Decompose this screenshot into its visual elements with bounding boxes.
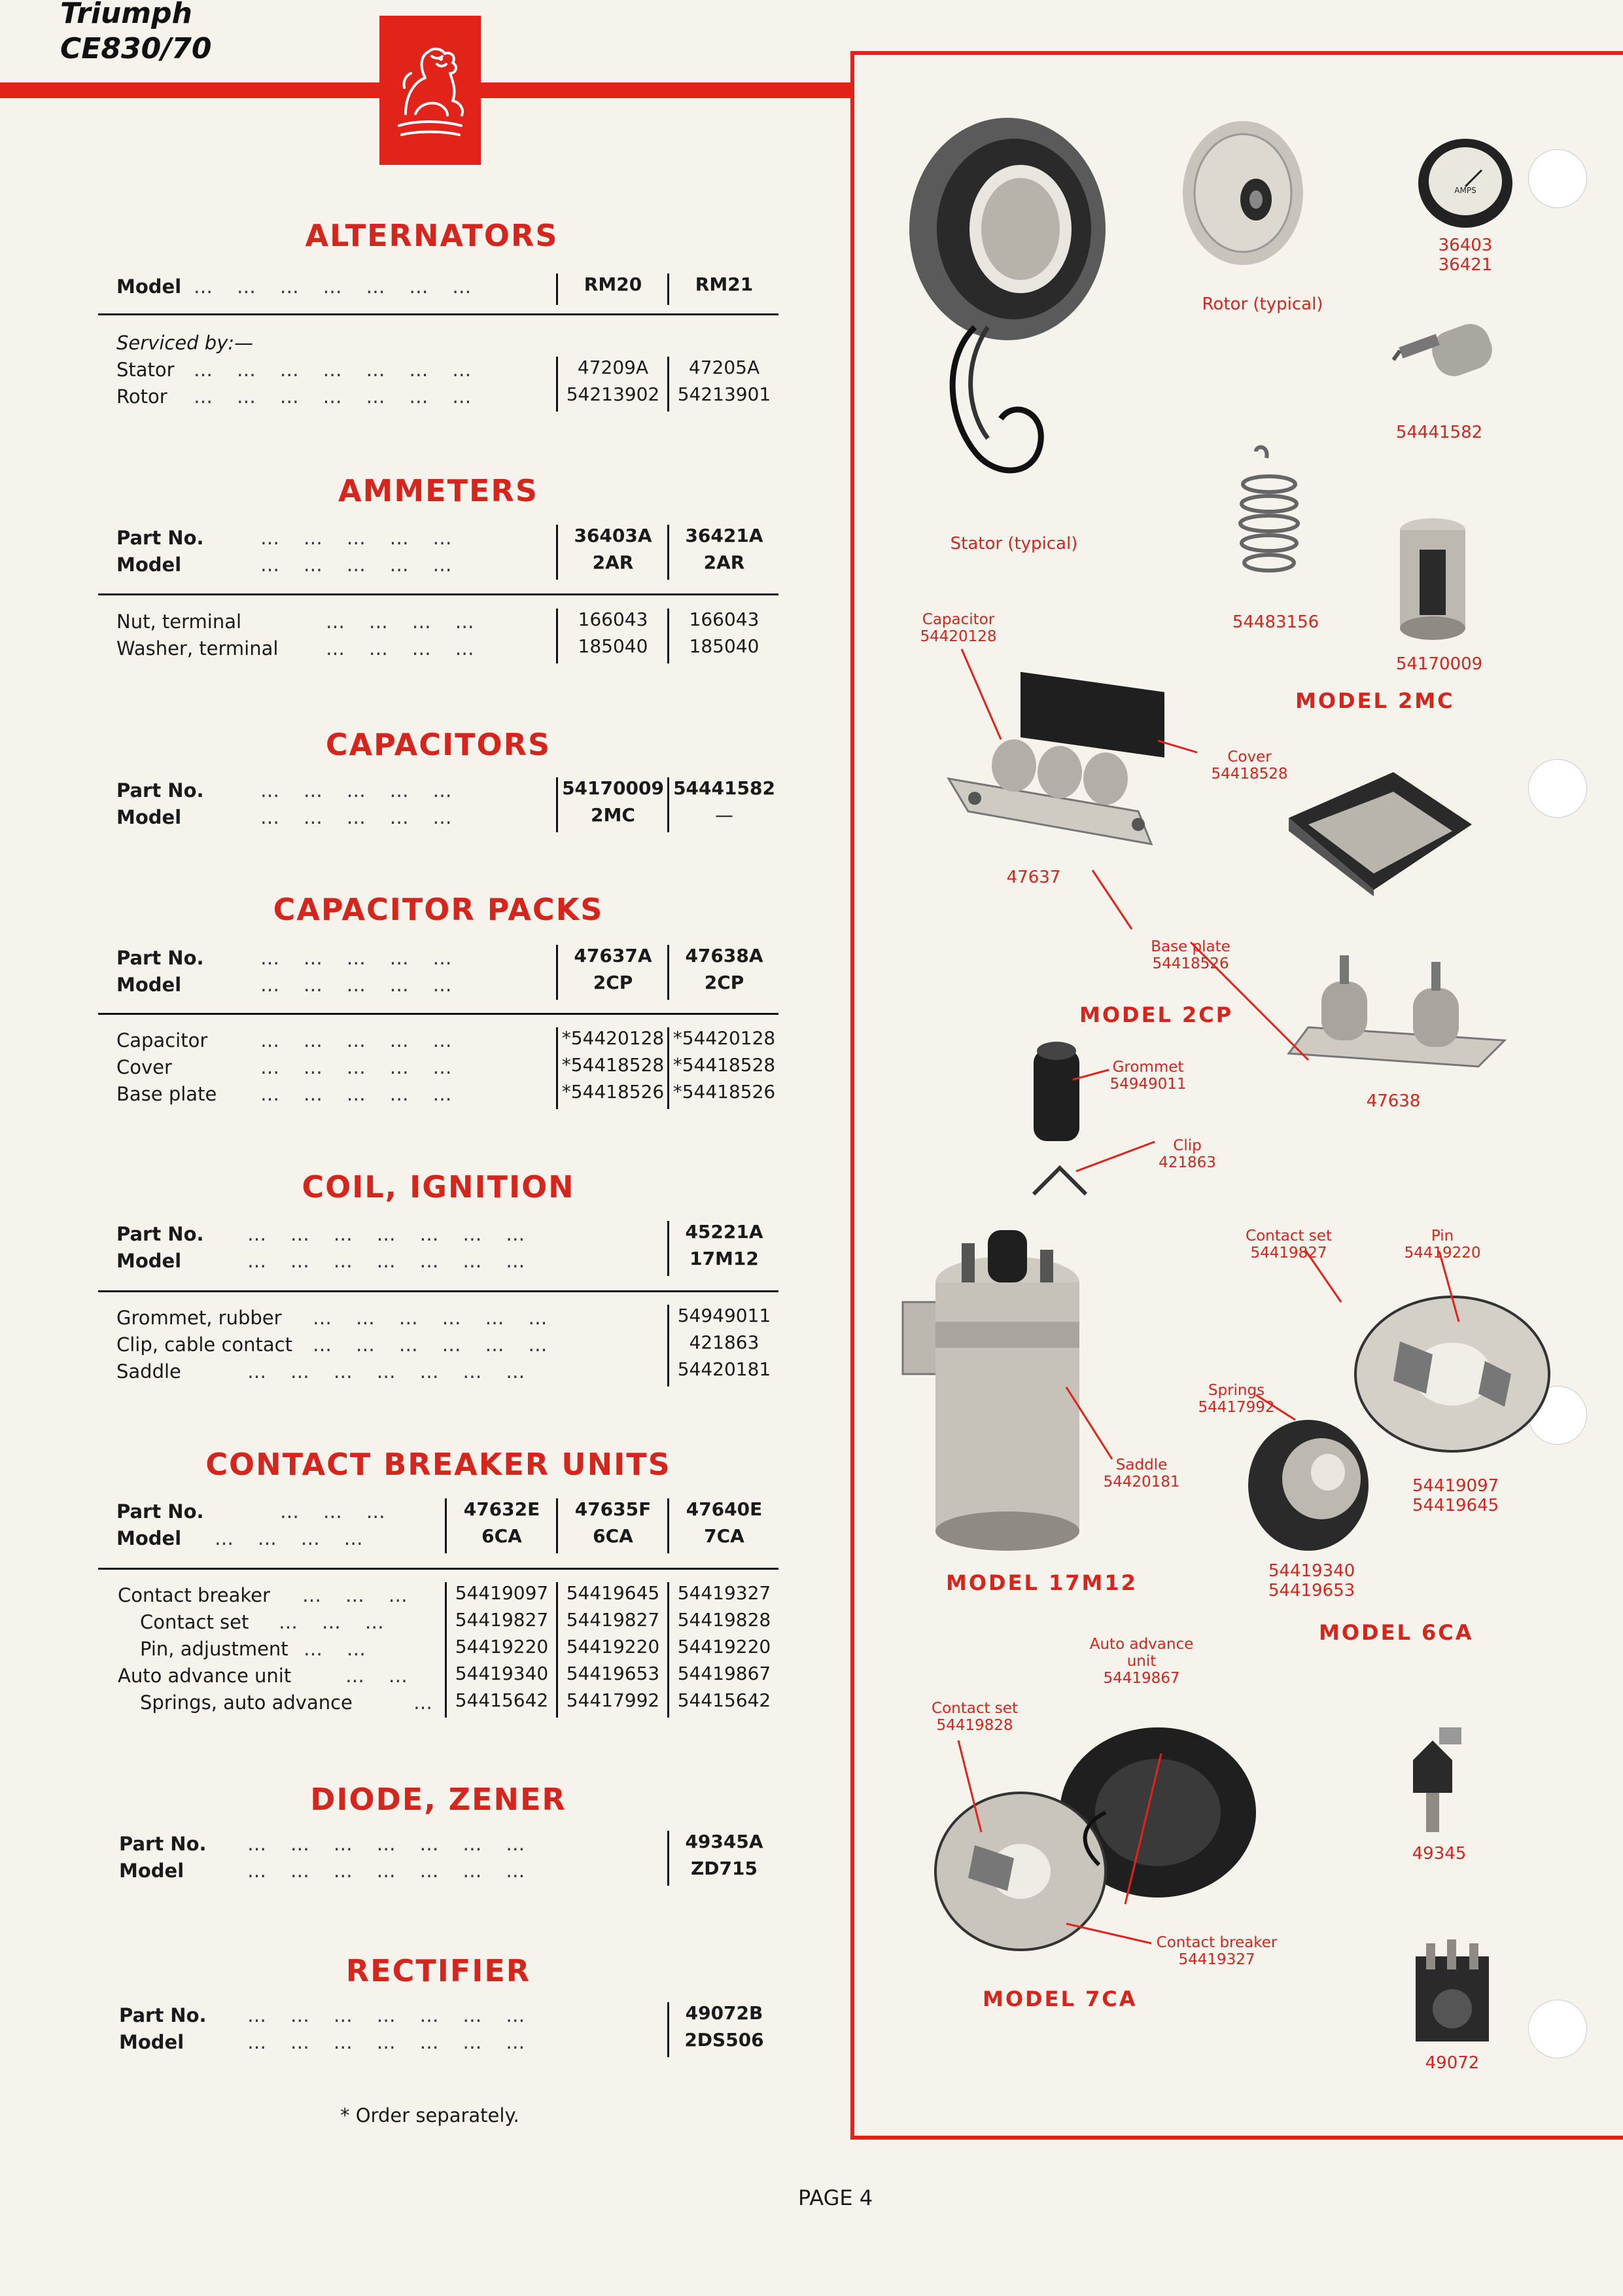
cell: 54419828 [677,1609,771,1631]
cell: 2CP [704,972,744,993]
cell: 54419220 [677,1636,771,1657]
heading-ammeters: AMMETERS [338,473,538,508]
saddle-label: Saddle [1115,1457,1168,1474]
divider [556,1498,558,1553]
divider [667,2002,669,2057]
ammeter-part-2: 36421 [1438,255,1493,275]
lion-logo [379,16,481,165]
row-label: Nut, terminal [116,610,242,633]
divider [556,357,558,412]
leader-dots: … … … … … [260,554,452,576]
pack-cover-part: 54418528 [1211,766,1288,783]
pack-base-plate-part: 54418526 [1152,955,1229,972]
heading-diode-zener: DIODE, ZENER [310,1782,567,1817]
divider [667,1582,669,1718]
leader-dots: … … … … … … … [247,2004,525,2026]
cell: 54419327 [677,1582,771,1604]
divider [667,609,669,663]
row-label: Auto advance unit [118,1665,292,1687]
row-label: Base plate [116,1083,217,1105]
leader-dots: … … … … … [260,779,452,802]
doc-title-make: Triumph [60,0,192,30]
pack-base-plate-label: Base plate [1151,938,1230,955]
row-label: Pin, adjustment [140,1638,288,1660]
model-label: Model [116,275,182,298]
cell: 185040 [689,635,759,657]
divider [556,1582,558,1718]
leader-dots: … … … … … … … [247,1250,525,1272]
doc-title-code: CE830/70 [60,32,212,65]
row-label: Grommet, rubber [116,1307,282,1329]
cell: 47640E [686,1498,763,1520]
cell: *54418528 [561,1054,665,1076]
divider [667,1027,669,1109]
advance-6ca-part-2: 54419653 [1268,1581,1355,1600]
divider [556,1027,558,1109]
spring-caption: 54483156 [1232,612,1319,632]
model-label: Model [116,554,182,576]
binder-hole [1528,2000,1587,2058]
cell: 54419340 [455,1663,549,1684]
footnote: * Order separately. [340,2104,519,2127]
cell: 54419653 [566,1663,660,1684]
cell: 36421A [685,525,763,546]
part-no-label: Part No. [116,779,204,802]
part-no-label: Part No. [119,2004,207,2026]
divider [667,945,669,1000]
leader-dots: … … … [302,1584,408,1606]
cell: *54420128 [561,1027,665,1049]
diode-caption: 49345 [1412,1844,1467,1863]
rule [98,1290,778,1292]
rotor-caption: Rotor (typical) [1202,294,1323,314]
cell: 6CA [593,1525,633,1547]
cell: 47209A [577,357,649,378]
cell: 2MC [591,804,635,826]
rule [98,1013,778,1015]
pack-capacitor-part: 54420128 [920,628,997,645]
cell: — [715,804,733,826]
leader-dots: … … … … … [260,527,452,549]
part-no-label: Part No. [116,527,204,549]
heading-alternators: ALTERNATORS [305,218,559,253]
cell: 17M12 [689,1248,759,1269]
divider [556,777,558,832]
auto-advance-7ca-part: 54419867 [1103,1670,1180,1687]
leader-dots: … … … … … … … [194,275,472,298]
cell: *54418526 [672,1081,776,1103]
heading-capacitor-packs: CAPACITOR PACKS [273,892,604,927]
leader-dots: … … … [280,1500,385,1523]
model-label: Model [116,1250,182,1272]
doc-title [60,0,212,67]
leader-dots: … … [304,1638,366,1660]
leader-dots: … … … … … … … [194,385,472,408]
contact-set-6ca-label: Contact set [1246,1227,1332,1245]
cell: 54170009 [562,777,664,799]
row-label: Contact set [140,1611,249,1633]
capacitor-54170009-caption: 54170009 [1395,654,1483,674]
divider [667,525,669,580]
model-label: Model [119,1860,184,1882]
cell: 54419645 [566,1582,660,1604]
pin-6ca-part: 54419220 [1404,1245,1481,1262]
divider [556,945,558,1000]
row-label: Stator [116,359,175,381]
cell: 54419220 [455,1636,549,1657]
row-label: Clip, cable contact [116,1333,292,1356]
cell: 47205A [688,357,760,378]
grommet-label: Grommet [1112,1059,1184,1076]
pack-47638-caption: 47638 [1366,1091,1421,1111]
divider [667,274,669,305]
ammeter-caption [1426,236,1505,275]
cell: 54419827 [566,1609,660,1631]
cell: 2AR [703,552,745,573]
divider [667,1498,669,1553]
cell: 45221A [685,1221,763,1243]
model-2cp-label: MODEL 2CP [1079,1002,1234,1027]
contact-set-6ca-part: 54419827 [1250,1245,1327,1262]
leader-dots: … … [345,1665,408,1687]
leader-dots: … … … … … … … [194,359,472,381]
heading-coil-ignition: COIL, IGNITION [302,1169,575,1205]
cell: 2CP [593,972,633,993]
clip-part: 421863 [1159,1154,1216,1171]
leader-dots: … … … … … … … [247,1860,525,1882]
cell: 185040 [578,635,648,657]
cb-6ca-part-2: 54419645 [1412,1496,1499,1515]
advance-6ca-part-1: 54419340 [1268,1561,1355,1581]
contact-set-7ca-label: Contact set [932,1700,1018,1717]
cell: 49072B [685,2002,763,2024]
auto-advance-7ca-label-2: unit [1126,1653,1157,1670]
cell: 47638A [685,945,763,966]
divider [556,274,558,305]
springs-6ca-part: 54417992 [1198,1399,1275,1416]
col-rm21: RM21 [695,274,754,295]
cell: 7CA [704,1525,744,1547]
model-17m12-label: MODEL 17M12 [946,1570,1138,1595]
heading-rectifier: RECTIFIER [345,1953,531,1988]
row-label: Capacitor [116,1029,208,1051]
ammeter-part-1: 36403 [1438,236,1493,255]
row-label: Contact breaker [118,1584,270,1606]
divider [667,1221,669,1276]
capacitor-54441582-caption: 54441582 [1395,423,1483,442]
clip-label: Clip [1173,1137,1202,1154]
divider [667,1831,669,1886]
leader-dots: … … … … … … [313,1307,548,1329]
springs-6ca-label: Springs [1208,1382,1265,1399]
divider [667,777,669,832]
pack-cover-label: Cover [1227,749,1272,766]
divider [445,1582,447,1718]
cell: *54418528 [672,1054,776,1076]
cell: 49345A [685,1831,763,1852]
rule [98,1568,778,1570]
serviced-by: Serviced by:— [116,332,254,354]
cell: 54415642 [677,1689,771,1711]
spring-image [1230,445,1308,602]
leader-dots: … … … … … … … [247,2031,525,2053]
cell: 36403A [574,525,652,546]
leader-dots: … … … … … [260,974,452,996]
binder-hole [1528,149,1587,208]
cell: 47637A [574,945,652,966]
cell: ZD715 [691,1858,758,1879]
rule [98,593,778,595]
leader-dots: … … … … … … [313,1333,548,1356]
leader-dots: … … … … … [260,947,452,969]
rule [98,313,778,315]
rotor-image [1178,115,1308,278]
ammeter-dial-label: AMPS [1454,186,1476,195]
auto-advance-7ca-label-1: Auto advance [1089,1636,1194,1653]
rectifier-caption: 49072 [1425,2053,1480,2073]
contact-breaker-7ca-part: 54419327 [1178,1951,1255,1968]
divider [445,1498,447,1553]
cell: 54441582 [673,777,775,799]
leader-dots: … … … … … [260,1083,452,1105]
saddle-part: 54420181 [1103,1474,1180,1491]
cell: 54420181 [677,1358,771,1380]
stator-image [903,111,1112,491]
contact-set-7ca-part: 54419828 [936,1717,1013,1734]
cell: 166043 [578,609,648,630]
model-label: Model [116,806,182,828]
cell: 54213902 [566,383,660,405]
cell: 2AR [592,552,634,573]
heading-contact-breaker-units: CONTACT BREAKER UNITS [205,1447,671,1482]
contact-breaker-7ca-label: Contact breaker [1156,1934,1278,1951]
leader-dots: … … … … … [260,1029,452,1051]
leader-dots: … … … … … [260,1056,452,1078]
ammeter-image [1413,134,1518,232]
part-no-label: Part No. [119,1833,207,1855]
divider [667,357,669,412]
leader-dots: … … … … [215,1527,363,1549]
model-label: Model [116,974,182,996]
leader-dots: … … … … … … … [247,1223,525,1245]
leader-dots: … [413,1691,432,1714]
divider [556,609,558,663]
capacitor-54441582-image [1387,314,1505,399]
cell: 421863 [689,1332,759,1353]
cell: 47632E [463,1498,540,1520]
cell: 54417992 [566,1689,660,1711]
cell: 54415642 [455,1689,549,1711]
cell: 54419827 [455,1609,549,1631]
row-label: Rotor [116,385,167,408]
cell: 54949011 [677,1305,771,1326]
model-label: Model [116,1527,182,1549]
col-rm20: RM20 [584,274,642,295]
pin-6ca-label: Pin [1431,1227,1454,1245]
leader-dots: … … … … [326,610,474,633]
part-no-label: Part No. [116,1223,204,1245]
leader-dots: … … … … … … … [247,1360,525,1383]
model-6ca-label: MODEL 6CA [1319,1620,1474,1645]
part-no-label: Part No. [116,1500,204,1523]
cell: 54419220 [566,1636,660,1657]
cell: 54419097 [455,1582,549,1604]
cell: 47635F [574,1498,652,1520]
leader-dots: … … … … … … … [247,1833,525,1855]
model-label: Model [119,2031,184,2053]
divider [667,1305,669,1386]
cell: 6CA [481,1525,522,1547]
stator-caption: Stator (typical) [950,534,1078,554]
leader-dots: … … … … … [260,806,452,828]
divider [556,525,558,580]
leader-dots: … … … … [326,637,474,660]
cell: 54213901 [677,383,771,405]
row-label: Cover [116,1056,172,1078]
cell: 54419867 [677,1663,771,1684]
page-number: PAGE 4 [798,2185,873,2210]
heading-capacitors: CAPACITORS [325,727,551,762]
model-7ca-label: MODEL 7CA [983,1987,1138,2011]
cell: *54420128 [672,1027,776,1049]
cb-6ca-part-1: 54419097 [1412,1476,1499,1496]
pack-47637-caption: 47637 [1006,868,1061,887]
grommet-part: 54949011 [1109,1076,1187,1093]
row-label: Springs, auto advance [140,1691,353,1714]
leader-dots: … … … [279,1611,384,1633]
row-label: Saddle [116,1360,181,1383]
row-label: Washer, terminal [116,637,279,660]
pack-capacitor-label: Capacitor [922,611,995,628]
part-no-label: Part No. [116,947,204,969]
model-2mc-label: MODEL 2MC [1295,688,1455,713]
cell: 2DS506 [684,2029,764,2051]
leader-lines [850,589,1570,1963]
cell: *54418526 [561,1081,665,1103]
cell: 166043 [689,609,759,630]
